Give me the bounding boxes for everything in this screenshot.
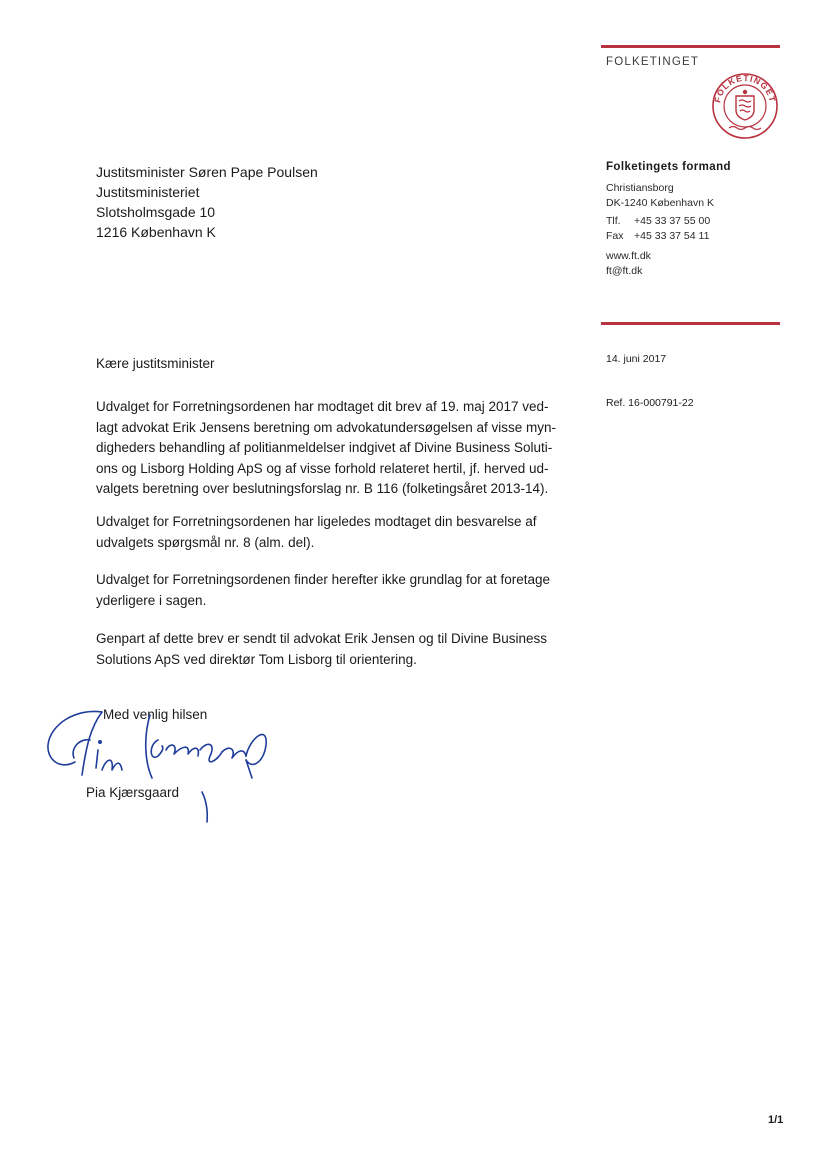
phone-number: +45 33 37 55 00 xyxy=(634,215,711,227)
address-line: DK-1240 København K xyxy=(606,197,714,209)
svg-text:FOLKETINGET: FOLKETINGET xyxy=(712,72,778,104)
website-link[interactable]: www.ft.dk xyxy=(606,250,651,262)
phone-row xyxy=(606,214,710,229)
folketinget-seal-logo xyxy=(711,72,779,140)
body-line: digheders behandling af politianmeldelser indgivet af Divine Business Soluti- xyxy=(96,440,553,455)
body-line: Genpart af dette brev er sendt til advokat Erik Jensen og til Divine Business xyxy=(96,631,547,646)
address-line: Christiansborg xyxy=(606,182,674,194)
office-title: Folketingets formand xyxy=(606,161,731,173)
body-line: yderligere i sagen. xyxy=(96,592,207,608)
body-line: Solutions ApS ved direktør Tom Lisborg til orientering. xyxy=(96,651,417,667)
body-paragraph xyxy=(96,570,566,611)
recipient-line: Justitsministeriet xyxy=(96,184,200,200)
office-address xyxy=(606,181,714,211)
letter-date: 14. juni 2017 xyxy=(606,353,667,365)
reference-number: Ref. 16-000791-22 xyxy=(606,397,694,409)
handwritten-signature xyxy=(40,700,280,825)
brand-name: FOLKETINGET xyxy=(606,56,700,68)
fax-row xyxy=(606,229,710,244)
body-line: Udvalget for Forretningsordenen finder herefter ikke grundlag for at foretage xyxy=(96,572,551,587)
email-link[interactable]: ft@ft.dk xyxy=(606,265,643,277)
body-line: Udvalget for Forretningsordenen har ligeledes modtaget din besvarelse af xyxy=(96,514,537,529)
body-line: Udvalget for Forretningsordenen har modtaget dit brev af 19. maj 2017 ved- xyxy=(96,399,549,414)
body-paragraph xyxy=(96,629,566,670)
phone-label: Tlf. xyxy=(606,215,621,227)
signer-name: Pia Kjærsgaard xyxy=(86,785,180,800)
closing-greeting: Med venlig hilsen xyxy=(103,707,208,722)
body-paragraph xyxy=(96,512,566,553)
web-contact xyxy=(606,249,651,279)
body-line: udvalgets spørgsmål nr. 8 (alm. del). xyxy=(96,534,315,550)
body-paragraph xyxy=(96,397,566,500)
body-line: lagt advokat Erik Jensens beretning om advokatundersøgelsen af visse myn- xyxy=(96,419,556,435)
contact-numbers xyxy=(606,214,710,244)
fax-number: +45 33 37 54 11 xyxy=(634,230,710,242)
top-rule xyxy=(601,45,780,48)
body-line: ons og Lisborg Holding ApS og af visse forhold relateret hertil, jf. herved ud- xyxy=(96,460,549,476)
recipient-address xyxy=(96,162,318,242)
recipient-line: Justitsminister Søren Pape Poulsen xyxy=(96,164,318,180)
body-line: valgets beretning over beslutningsforslag nr. B 116 (folketingsåret 2013-14). xyxy=(96,481,549,496)
recipient-line: 1216 København K xyxy=(96,224,216,240)
page-number: 1/1 xyxy=(768,1114,784,1126)
recipient-line: Slotsholmsgade 10 xyxy=(96,204,216,220)
middle-rule xyxy=(601,322,780,325)
fax-label: Fax xyxy=(606,230,624,242)
salutation: Kære justitsminister xyxy=(96,356,215,371)
